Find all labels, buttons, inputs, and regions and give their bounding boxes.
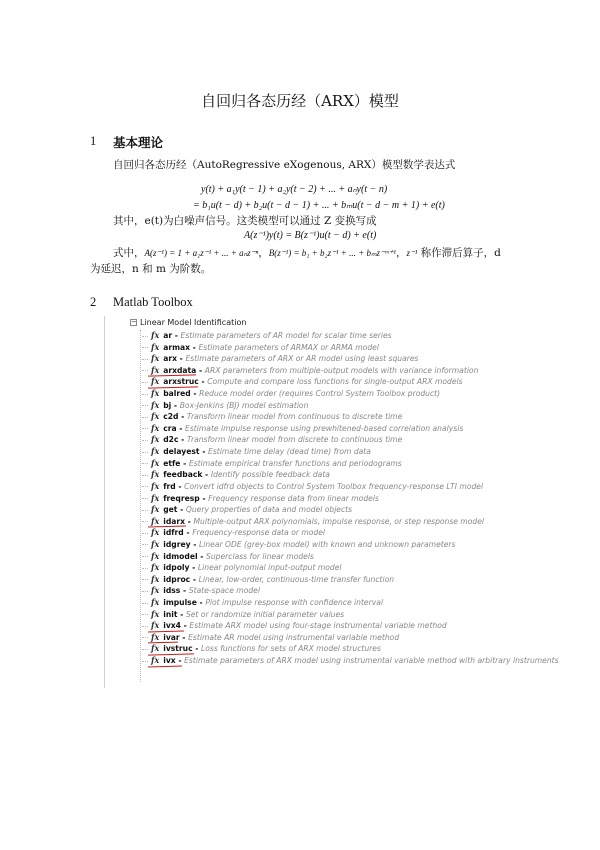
function-description: ARX parameters from multiple-output models with variance information xyxy=(204,365,479,375)
function-name[interactable]: idfrd xyxy=(163,528,184,538)
function-item-idarx[interactable] xyxy=(142,516,559,528)
function-item-ar[interactable] xyxy=(142,330,559,342)
function-item-ivar[interactable] xyxy=(142,632,559,644)
function-description: Transform linear model from discrete to continuous time xyxy=(186,435,403,445)
function-icon: fx xyxy=(151,399,160,410)
function-description: Reduce model order (requires Control System Toolbox product) xyxy=(199,389,441,399)
name-separator: - xyxy=(196,365,205,375)
function-item-d2c[interactable] xyxy=(142,434,559,446)
name-separator: - xyxy=(190,389,200,399)
function-description: Multiple-output ARX polynomials, impulse response, or step response model xyxy=(193,516,485,526)
name-separator: - xyxy=(190,342,199,352)
function-item-delayest[interactable] xyxy=(142,446,559,458)
tree-branch xyxy=(142,417,148,418)
function-item-arx[interactable] xyxy=(142,353,559,365)
name-separator: - xyxy=(177,354,186,364)
function-item-etfe[interactable] xyxy=(142,458,559,470)
name-separator: - xyxy=(172,331,181,340)
function-description: Estimate time delay (dead time) from data xyxy=(208,447,371,457)
function-description: Linear polynomial input-output model xyxy=(197,563,342,573)
function-icon: fx xyxy=(151,527,160,538)
function-icon: fx xyxy=(151,457,160,468)
equation-line-2: = b₁u(t − d) + b₂u(t − d − 1) + ... + bₘu(t − d − m + 1) + e(t) xyxy=(193,200,445,211)
function-item-arxstruc[interactable] xyxy=(142,376,559,388)
tree-branch xyxy=(142,603,148,604)
function-description: Estimate AR model using instrumental variable method xyxy=(188,632,400,642)
function-name[interactable]: ivstruc xyxy=(163,644,193,654)
name-separator: - xyxy=(196,598,206,608)
function-item-armax[interactable] xyxy=(142,342,559,354)
name-separator: - xyxy=(183,528,193,538)
tree-branch xyxy=(142,428,148,429)
function-description: Estimate impulse response using prewhitened-based correlation analysis xyxy=(185,423,464,433)
function-item-ivx[interactable] xyxy=(142,655,559,667)
function-name[interactable]: ivx xyxy=(163,656,176,666)
separator: ， xyxy=(258,247,269,259)
function-name[interactable]: impulse xyxy=(163,598,197,608)
tree-branch xyxy=(142,394,148,395)
function-icon: fx xyxy=(151,364,160,375)
function-description: Box-Jenkins (BJ) model estimation xyxy=(179,400,309,410)
function-item-idgrey[interactable] xyxy=(142,539,559,551)
function-item-idmodel[interactable] xyxy=(142,551,559,563)
function-item-c2d[interactable] xyxy=(142,411,559,423)
function-description: Estimate empirical transfer functions and periodograms xyxy=(188,458,402,468)
function-item-ivx4[interactable] xyxy=(142,620,559,632)
function-icon: fx xyxy=(151,620,160,631)
tree-branch xyxy=(142,405,148,406)
function-name[interactable]: arxdata xyxy=(163,365,197,375)
function-icon: fx xyxy=(151,353,160,364)
function-icon: fx xyxy=(151,376,160,387)
function-description: Transform linear model from continuous to discrete time xyxy=(186,412,403,422)
function-description: Superclass for linear models xyxy=(206,551,314,561)
function-name[interactable]: d2c xyxy=(163,435,179,445)
function-name[interactable]: freqresp xyxy=(163,493,200,503)
function-icon: fx xyxy=(151,643,160,654)
tree-branch xyxy=(142,463,148,464)
definitions-line xyxy=(113,245,501,260)
function-description: Identify possible feedback data xyxy=(210,470,330,480)
function-icon: fx xyxy=(151,585,160,596)
function-icon: fx xyxy=(151,434,160,445)
function-item-freqresp[interactable] xyxy=(142,493,559,505)
function-name[interactable]: get xyxy=(163,505,178,515)
A-definition: A(z⁻¹) = 1 + a₁z⁻¹ + ... + aₙz⁻ⁿ xyxy=(144,248,259,258)
function-icon: fx xyxy=(151,341,160,352)
function-description: Query properties of data and model objects xyxy=(185,505,353,515)
tree-root-node[interactable] xyxy=(130,318,246,330)
tree-branch xyxy=(142,649,148,650)
function-name[interactable]: idpoly xyxy=(163,563,190,573)
tree-branch xyxy=(142,382,148,383)
section-2-number: 2 xyxy=(90,295,97,309)
function-icon: fx xyxy=(151,480,160,491)
function-description: Linear ODE (grey-box model) with known and unknown parameters xyxy=(199,539,456,549)
function-name[interactable]: cra xyxy=(163,423,177,433)
name-separator: - xyxy=(190,574,199,584)
function-name[interactable]: feedback xyxy=(163,470,203,480)
B-definition: B(z⁻¹) = b₁ + b₂z⁻¹ + ... + bₘz⁻ᵐ⁺¹ xyxy=(268,248,397,258)
name-separator: - xyxy=(175,481,185,491)
tree-branch xyxy=(142,614,148,615)
tree-branch xyxy=(142,347,148,348)
function-name[interactable]: etfe xyxy=(163,458,181,468)
tree-branch xyxy=(142,498,148,499)
function-icon: fx xyxy=(151,562,160,573)
intro-text: 自回归各态历经（AutoRegressive eXogenous, ARX）模型数学表达式 xyxy=(113,159,456,171)
function-name[interactable]: idmodel xyxy=(163,551,198,561)
function-item-feedback[interactable] xyxy=(142,469,559,481)
function-item-idpoly[interactable] xyxy=(142,562,559,574)
tree-branch xyxy=(142,556,148,557)
tree-branch xyxy=(142,440,148,441)
name-separator: - xyxy=(171,400,180,410)
function-icon: fx xyxy=(151,330,160,340)
tree-branch xyxy=(142,370,148,371)
section-2-heading: Matlab Toolbox xyxy=(113,295,193,309)
where-label: 式中， xyxy=(113,247,145,259)
function-icon: fx xyxy=(151,504,160,515)
tree-branch xyxy=(142,475,148,476)
name-separator: - xyxy=(190,539,199,549)
name-separator: - xyxy=(177,609,186,619)
name-separator: - xyxy=(178,412,187,422)
name-separator: - xyxy=(199,493,209,503)
collapse-icon[interactable]: − xyxy=(131,318,137,326)
name-separator: - xyxy=(180,458,189,468)
function-icon: fx xyxy=(151,597,160,608)
function-item-get[interactable] xyxy=(142,504,559,516)
root-label[interactable]: Linear Model Identification xyxy=(140,318,247,327)
function-name[interactable]: idproc xyxy=(163,574,191,584)
function-icon: fx xyxy=(151,446,160,457)
function-item-frd[interactable] xyxy=(142,481,559,493)
function-item-impulse[interactable] xyxy=(142,597,559,609)
function-icon: fx xyxy=(151,608,160,619)
section-1-number: 1 xyxy=(90,134,97,148)
function-name[interactable]: armax xyxy=(163,342,191,352)
function-icon: fx xyxy=(151,515,160,526)
function-name[interactable]: idarx xyxy=(163,516,186,526)
function-icon: fx xyxy=(151,573,160,584)
equation-line-1: y(t) + a₁y(t − 1) + a₂y(t − 2) + ... + aₙy(t − n) xyxy=(201,184,388,195)
function-description: Loss functions for sets of ARX model structures xyxy=(201,644,381,654)
function-name[interactable]: idgrey xyxy=(163,539,191,549)
tree-branch xyxy=(142,637,148,638)
function-description: Estimate parameters of AR model for scalar time series xyxy=(180,331,392,340)
noise-note: 其中，e(t)为白噪声信号。这类模型可以通过 Z 变换写成 xyxy=(113,215,377,227)
function-description: Estimate parameters of ARX or AR model using least squares xyxy=(185,354,419,364)
name-separator: - xyxy=(175,656,185,666)
function-description: Estimate parameters of ARX model using instrumental variable method with arbitrary instruments xyxy=(184,656,559,666)
name-separator: - xyxy=(179,632,189,642)
function-name[interactable]: ar xyxy=(163,331,173,340)
tree-branch xyxy=(142,544,148,545)
name-separator: - xyxy=(198,377,208,387)
function-icon: fx xyxy=(151,422,160,433)
function-icon: fx xyxy=(151,631,160,642)
function-description: Linear, low-order, continuous-time transfer function xyxy=(198,574,395,584)
name-separator: - xyxy=(199,447,209,457)
tree-branch xyxy=(142,579,148,580)
tree-branch xyxy=(142,336,148,337)
name-separator: - xyxy=(177,505,186,515)
function-name[interactable]: c2d xyxy=(163,412,179,422)
name-separator: - xyxy=(192,644,202,654)
tree-branch xyxy=(142,661,148,662)
function-list xyxy=(142,330,559,667)
function-name[interactable]: bj xyxy=(163,400,172,410)
function-item-balred[interactable] xyxy=(142,388,559,400)
name-separator: - xyxy=(180,621,190,631)
separator-2: ， xyxy=(396,247,407,259)
function-item-arxdata[interactable] xyxy=(142,365,559,377)
function-icon: fx xyxy=(151,492,160,503)
function-icon: fx xyxy=(151,550,160,561)
tree-branch xyxy=(142,452,148,453)
tree-connector xyxy=(140,330,141,682)
function-item-cra[interactable] xyxy=(142,423,559,435)
function-item-init[interactable] xyxy=(142,609,559,621)
tree-branch xyxy=(142,486,148,487)
function-icon: fx xyxy=(151,538,160,549)
z-transform-equation: A(z⁻¹)y(t) = B(z⁻¹)u(t − d) + e(t) xyxy=(244,230,377,241)
function-description: Compute and compare loss functions for single-output ARX models xyxy=(207,377,463,387)
function-name[interactable]: arx xyxy=(163,354,177,364)
delay-text: 称作滞后算子，d xyxy=(420,247,501,259)
function-name[interactable]: ivx4 xyxy=(163,621,181,631)
function-description: Plot impulse response with confidence interval xyxy=(205,598,383,608)
function-name[interactable]: idss xyxy=(163,586,181,596)
function-description: Frequency-response data or model xyxy=(192,528,326,538)
name-separator: - xyxy=(176,423,186,433)
name-separator: - xyxy=(178,435,187,445)
function-name[interactable]: arxstruc xyxy=(163,377,199,387)
function-description: Set or randomize initial parameter values xyxy=(185,609,345,619)
tree-branch xyxy=(142,521,148,522)
function-item-bj[interactable] xyxy=(142,400,559,412)
tree-branch xyxy=(142,510,148,511)
tree-branch xyxy=(142,591,148,592)
function-name[interactable]: balred xyxy=(163,389,191,399)
name-separator: - xyxy=(197,551,207,561)
name-separator: - xyxy=(185,516,194,526)
function-item-idfrd[interactable] xyxy=(142,527,559,539)
name-separator: - xyxy=(189,563,198,573)
tree-branch xyxy=(142,533,148,534)
function-icon: fx xyxy=(151,411,160,422)
function-item-idproc[interactable] xyxy=(142,574,559,586)
function-description: Frequency response data from linear models xyxy=(208,493,379,503)
function-name[interactable]: delayest xyxy=(163,447,200,457)
function-icon: fx xyxy=(151,388,160,399)
tree-branch xyxy=(142,568,148,569)
function-description: State-space model xyxy=(188,586,260,596)
continuation-text: 为延迟，n 和 m 为阶数。 xyxy=(90,263,212,275)
function-icon: fx xyxy=(151,469,160,480)
function-item-idss[interactable] xyxy=(142,585,559,597)
section-1-heading: 基本理论 xyxy=(113,135,164,150)
function-item-ivstruc[interactable] xyxy=(142,643,559,655)
function-description: Estimate ARX model using four-stage instrumental variable method xyxy=(189,621,447,631)
page-title: 自回归各态历经（ARX）模型 xyxy=(201,92,399,110)
function-icon: fx xyxy=(151,655,160,666)
function-name[interactable]: frd xyxy=(163,481,176,491)
tree-branch xyxy=(142,359,148,360)
name-separator: - xyxy=(202,470,211,480)
function-name[interactable]: init xyxy=(163,609,178,619)
name-separator: - xyxy=(180,586,189,596)
function-name[interactable]: ivar xyxy=(163,632,180,642)
tree-branch xyxy=(142,626,148,627)
function-description: Convert idfrd objects to Control System Toolbox frequency-response LTI model xyxy=(184,481,484,491)
function-description: Estimate parameters of ARMAX or ARMA model xyxy=(198,342,379,352)
z-inverse: z⁻¹ xyxy=(406,248,418,258)
